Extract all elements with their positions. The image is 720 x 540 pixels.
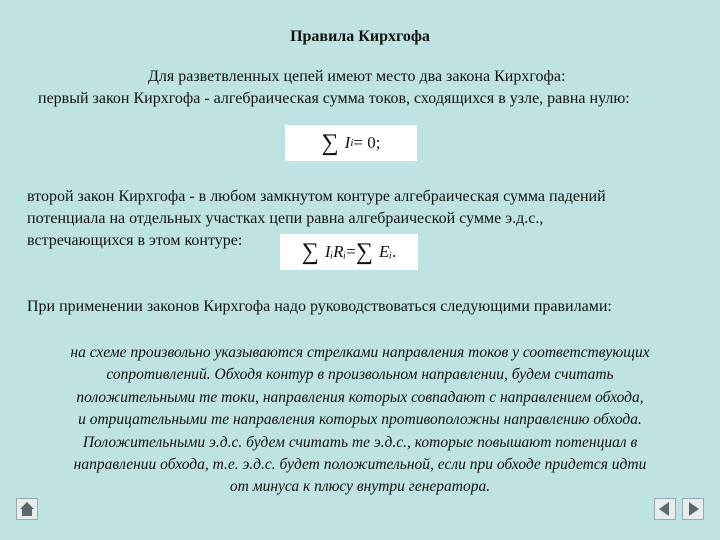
rules-line: направлении обхода, т.е. э.д.с. будет положительной, если при обходе придется идти — [73, 456, 647, 474]
rules-line: от минуса к плюсу внутри генератора. — [229, 478, 491, 496]
sigma-symbol: ∑ — [301, 238, 319, 265]
rules-line: положительными те токи, направления которых совпадают с направлением обхода, — [76, 388, 644, 406]
formula-first-law — [285, 125, 417, 161]
rhs-term: Eᵢ — [378, 242, 393, 261]
equals-sign: = — [346, 242, 356, 261]
page-title: Правила Кирхгофа — [290, 28, 430, 45]
index-subscript: i — [350, 137, 354, 149]
lhs-term: IᵢRᵢ — [324, 242, 347, 261]
rules-line: на схеме произвольно указываются стрелками направления токов у соответствующих — [70, 344, 650, 361]
rules-line: сопротивлений. Обходя контур в произвольном направлении, будем считать — [106, 366, 614, 384]
current-variable: I — [344, 133, 351, 152]
second-law-line-3: встречающихся в этом контуре: — [27, 232, 243, 249]
next-button[interactable] — [682, 498, 704, 520]
rules-intro: При применении законов Кирхгофа надо руководствоваться следующими правилами: — [27, 298, 612, 315]
home-button[interactable] — [16, 498, 38, 520]
home-icon — [17, 499, 37, 519]
rules-line: Положительными э.д.с. будем считать те э.д.с., которые повышают потенциал в — [82, 433, 638, 451]
second-law-line-2: потенциала на отдельных участках цепи равна алгебраической сумме э.д.с., — [27, 210, 544, 227]
rules-line: и отрицательными те направления которых противоположны направлению обхода. — [78, 411, 642, 429]
rules-paragraph — [10, 342, 710, 499]
formula-rest: = 0; — [353, 133, 381, 152]
prev-button[interactable] — [654, 498, 676, 520]
intro-line-2: первый закон Кирхгофа - алгебраическая сумма токов, сходящихся в узле, равна нулю: — [38, 90, 630, 107]
formula-second-law — [280, 234, 418, 270]
intro-line-1: Для разветвленных цепей имеют место два закона Кирхгофа: — [148, 68, 566, 85]
sigma-symbol-2: ∑ — [355, 238, 373, 265]
second-law-line-1: второй закон Кирхгофа - в любом замкнутом контуре алгебраическая сумма падений — [27, 188, 606, 205]
formula-end: . — [392, 242, 397, 261]
next-arrow-icon — [683, 499, 703, 519]
prev-arrow-icon — [655, 499, 675, 519]
sigma-symbol: ∑ — [321, 129, 339, 156]
